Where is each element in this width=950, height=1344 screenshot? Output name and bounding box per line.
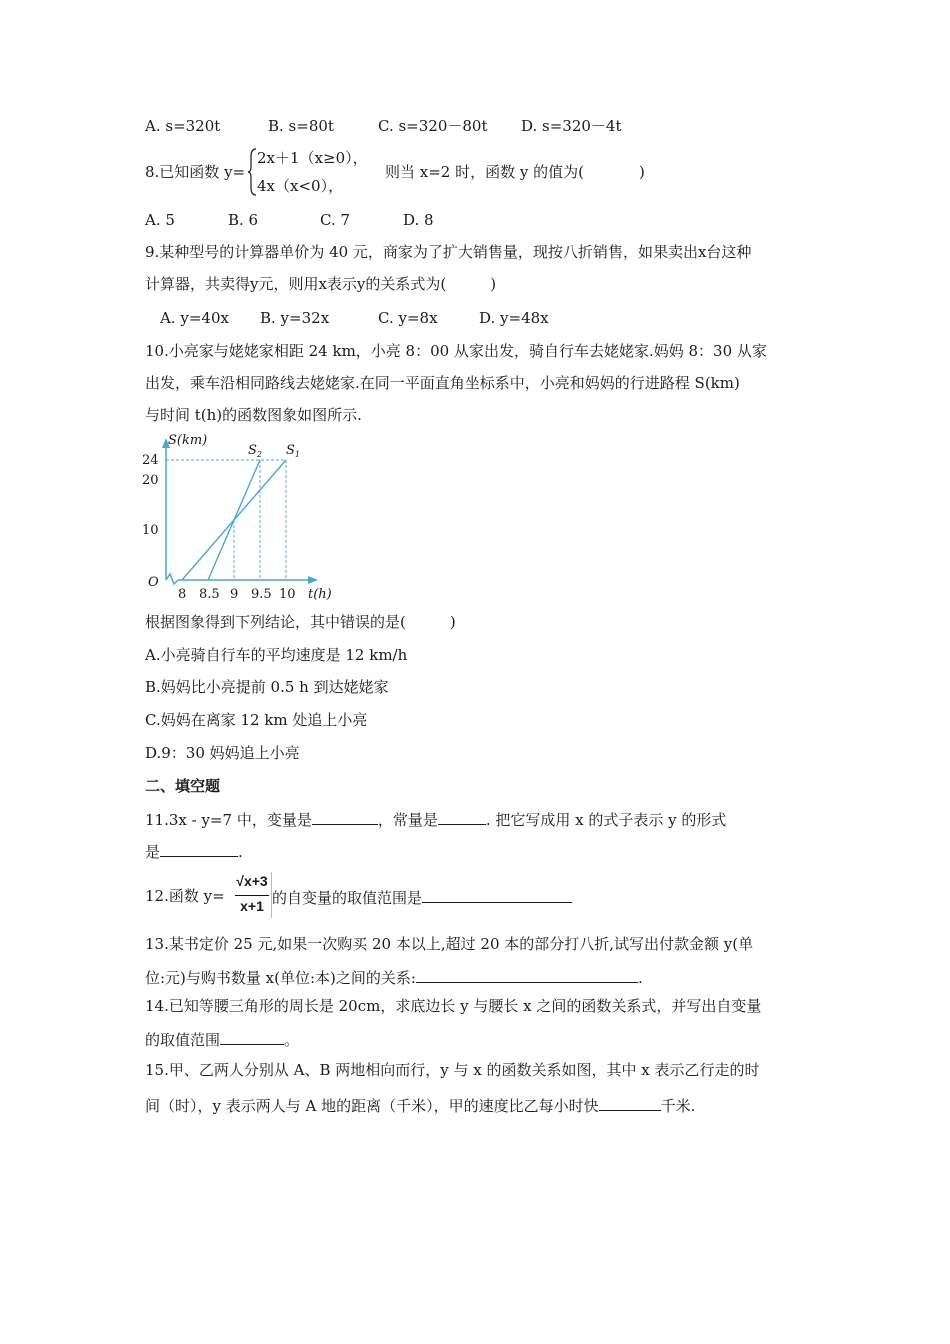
y-tick-label-0: 10 — [142, 523, 159, 538]
q10-line-3: 与时间 t(h)的函数图象如图所示. — [145, 406, 362, 424]
q15-line-2 — [145, 1094, 695, 1116]
q13-end: . — [637, 969, 643, 987]
q15-end: 千米. — [660, 1097, 696, 1115]
q15-line-2-text: 间（时），y 表示两人与 A 地的距离（千米），甲的速度比乙每小时快 — [145, 1097, 599, 1115]
q10-question-text: 根据图象得到下列结论，其中错误的是( — [145, 613, 406, 631]
q11-blank-expression[interactable] — [160, 840, 238, 857]
q10-option-c: C.妈妈在离家 12 km 处追上小亮 — [145, 711, 368, 729]
y-tick-label-1: 20 — [142, 473, 159, 488]
q9-option-d: D. y=48x — [479, 309, 549, 327]
q7-option-a: A. s=320t — [145, 117, 221, 135]
series-label-S1: $S_1$ — [286, 443, 300, 459]
q14-end: 。 — [284, 1031, 300, 1049]
q8-brace-icon — [247, 148, 257, 196]
q8-prefix: 8.已知函数 y= — [145, 163, 246, 181]
q13-blank-relation[interactable] — [416, 966, 638, 983]
x-tick-label-3: 9.5 — [251, 587, 272, 602]
q10-line-2: 出发，乘车沿相同路线去姥姥家.在同一平面直角坐标系中，小亮和妈妈的行进路程 S(km) — [145, 374, 740, 392]
y-axis-label: S(km) — [168, 433, 208, 448]
q12-prefix: 12.函数 y= — [145, 887, 225, 905]
distance-time-chart — [138, 432, 338, 604]
y-tick-label-2: 24 — [142, 453, 159, 468]
q7-option-c: C. s=320－80t — [378, 117, 488, 135]
x-axis-label: t(h) — [308, 587, 332, 602]
q9-option-a: A. y=40x — [160, 309, 229, 327]
series-label-S2: $S_2$ — [248, 443, 262, 459]
q8-close-paren: ) — [639, 163, 645, 181]
q14-line-1: 14.已知等腰三角形的周长是 20cm，求底边长 y 与腰长 x 之间的函数关系式，并写出自变量 — [145, 997, 762, 1015]
q10-line-1: 10.小亮家与姥姥家相距 24 km，小亮 8：00 从家出发，骑自行车去姥姥家.妈妈 8：30 从家 — [145, 342, 767, 360]
q9-line-1: 9.某种型号的计算器单价为 40 元，商家为了扩大销售量，现按八折销售，如果卖出x台这种 — [145, 243, 752, 261]
origin-label: O — [148, 575, 159, 590]
q11-line-2 — [145, 840, 243, 862]
q13-line-2 — [145, 966, 643, 988]
q8-option-a: A. 5 — [145, 211, 175, 229]
q12-fraction — [233, 872, 272, 918]
x-tick-label-1: 8.5 — [199, 587, 220, 602]
q9-line-2 — [145, 274, 496, 294]
q12-suffix: 的自变量的取值范围是 — [272, 889, 423, 907]
q11-blank-variable[interactable] — [312, 808, 378, 825]
q10-option-a: A.小亮骑自行车的平均速度是 12 km/h — [145, 646, 408, 664]
q10-option-b: B.妈妈比小亮提前 0.5 h 到达姥姥家 — [145, 678, 389, 696]
q14-line-2 — [145, 1028, 299, 1050]
q10-close-paren: ) — [449, 613, 456, 631]
q8-option-d: D. 8 — [403, 211, 434, 229]
x-axis — [166, 574, 310, 584]
q12-fraction-bar — [235, 895, 269, 896]
q14-blank-range[interactable] — [220, 1028, 284, 1045]
q15-line-1: 15.甲、乙两人分别从 A、B 两地相向而行，y 与 x 的函数关系如图，其中 x 表示乙行走的时 — [145, 1061, 760, 1079]
q10-question — [145, 612, 456, 632]
q11-end: . — [238, 843, 243, 861]
q8-option-c: C. 7 — [320, 211, 351, 229]
q12-blank-domain[interactable] — [422, 886, 572, 903]
q11-line-2-text: 是 — [145, 843, 161, 861]
q10-option-d: D.9：30 妈妈追上小亮 — [145, 744, 300, 762]
q14-line-2-text: 的取值范围 — [145, 1031, 221, 1049]
q12-denominator: x+1 — [240, 898, 264, 914]
q11-part-1: 11.3x - y=7 中，变量是 — [145, 811, 312, 829]
q7-option-b: B. s=80t — [268, 117, 334, 135]
q8-suffix: 则当 x=2 时，函数 y 的值为( — [385, 163, 584, 181]
q11-line-1 — [145, 808, 726, 830]
q9-option-b: B. y=32x — [260, 309, 330, 327]
q9-option-c: C. y=8x — [378, 309, 438, 327]
q12-suffix-line — [272, 886, 572, 908]
section-title-fill-in: 二、填空题 — [145, 777, 221, 795]
q11-part-2: ，常量是 — [377, 811, 438, 829]
q8-piece-1: 2x＋1（x≥0）， — [257, 149, 368, 167]
x-tick-label-4: 10 — [279, 587, 296, 602]
q9-line-2-text: 计算器，共卖得y元，则用x表示y的关系式为( — [145, 275, 447, 293]
q9-close-paren: ) — [490, 275, 497, 293]
q12-numerator: √x+3 — [236, 873, 268, 889]
x-tick-label-2: 9 — [230, 587, 239, 602]
q13-line-1: 13.某书定价 25 元,如果一次购买 20 本以上,超过 20 本的部分打八折,试写出付款金额 y(单 — [145, 935, 754, 953]
q11-blank-constant[interactable] — [438, 808, 486, 825]
q8-piece-2: 4x（x<0）， — [257, 177, 344, 195]
x-tick-label-0: 8 — [178, 587, 187, 602]
q7-option-d: D. s=320－4t — [521, 117, 622, 135]
q11-part-3: . 把它写成用 x 的式子表示 y 的形式 — [485, 811, 727, 829]
x-axis-arrow-icon — [308, 576, 318, 584]
q13-line-2-text: 位:元)与购书数量 x(单位:本)之间的关系: — [145, 969, 416, 987]
q8-option-b: B. 6 — [228, 211, 259, 229]
q15-blank-speed[interactable] — [599, 1094, 661, 1111]
